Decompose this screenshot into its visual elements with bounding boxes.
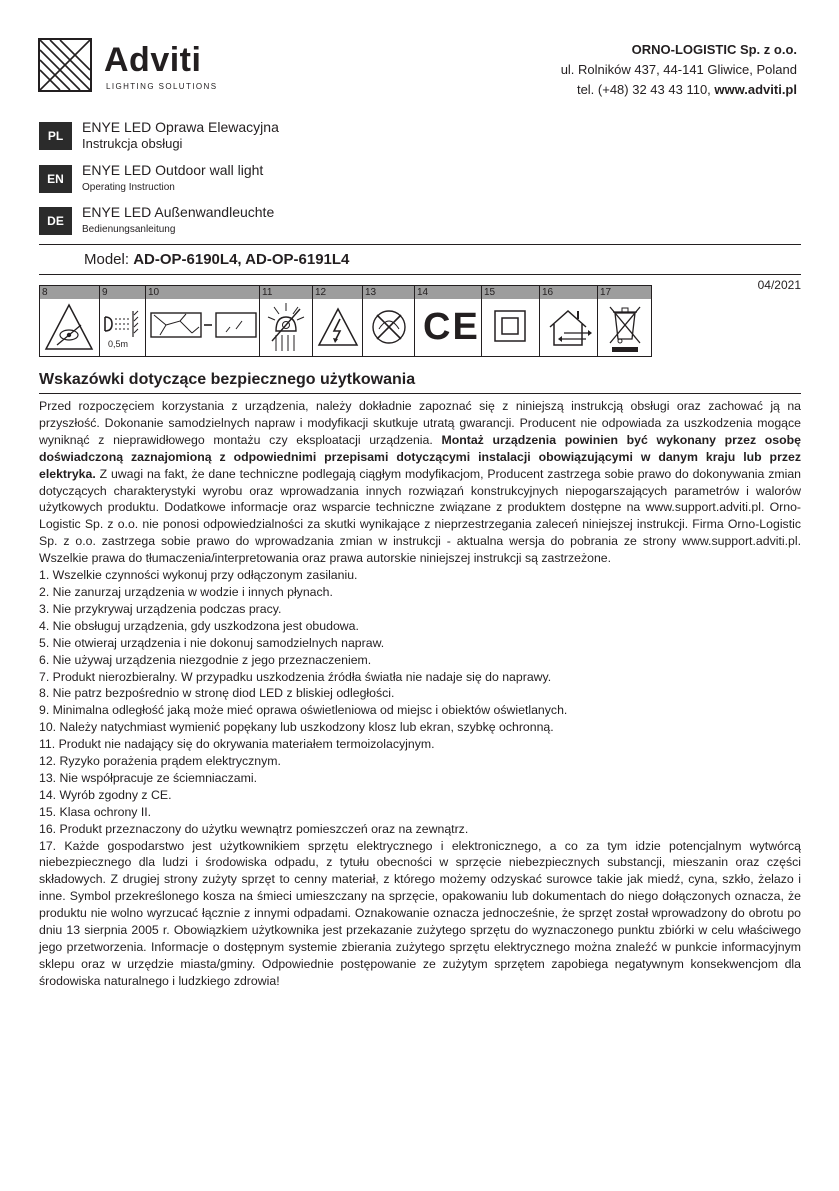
list-item: 12. Ryzyko porażenia prądem elektrycznym.: [39, 754, 281, 769]
pictogram-8: [40, 286, 99, 356]
pictogram-number: 13: [365, 287, 377, 298]
list-item: 1. Wszelkie czynności wykonuj przy odłączonym zasilaniu.: [39, 568, 358, 583]
pictogram-number: 14: [417, 287, 429, 298]
divider: [39, 244, 801, 245]
pictogram-strip: [39, 285, 652, 357]
pictogram-9: [99, 286, 145, 356]
pictogram-number: 10: [148, 287, 160, 298]
pictogram-14: [414, 286, 481, 356]
brand-logo: [38, 38, 228, 96]
lang-title-pl: ENYE LED Oprawa Elewacyjna: [82, 119, 279, 135]
adviti-logo-icon: [38, 38, 92, 92]
pictogram-13: [362, 286, 414, 356]
lang-badge-en: EN: [39, 165, 72, 193]
pictogram-number: 17: [600, 287, 612, 298]
list-item: 5. Nie otwieraj urządzenia i nie dokonuj samodzielnych napraw.: [39, 635, 385, 650]
divider: [39, 393, 801, 394]
protection-class-ii-icon: [482, 299, 540, 356]
pictogram-15: [481, 286, 539, 356]
ce-mark-icon: CE: [423, 306, 480, 348]
list-item: 7. Produkt nierozbieralny. W przypadku uszkodzenia źródła światła nie nadaje się do naprawy.: [39, 669, 552, 684]
lang-title-en: ENYE LED Outdoor wall light: [82, 162, 264, 178]
pictogram-number: 15: [484, 287, 496, 298]
do-not-cover-icon: [260, 299, 313, 356]
replace-cracked-cover-icon: [146, 299, 260, 356]
model-value: AD-OP-6190L4, AD-OP-6191L4: [133, 251, 350, 268]
brand-tagline: LIGHTING SOLUTIONS: [106, 82, 218, 91]
document-date: 04/2021: [757, 278, 801, 292]
weee-crossed-bin-icon: [598, 299, 652, 356]
electric-shock-warning-icon: [313, 299, 363, 356]
intro-text: Z uwagi na fakt, że dane techniczne podlegają ciągłym modyfikacjom, Producent zastrzega sobie prawo do dokonywania zmian dotyczących charakterystyki wyrobu oraz wprowadzania innych rozwiązań konstrukcyjnych niepogarszających parametrów i walorów użytkowych produktu. Dodatkowe informacje oraz wsparcie techniczne związane z produktem dostępne na www.support.adviti.pl. Orno-Logistic Sp. z o.o. nie ponosi odpowiedzialności za skutki wynikające z nieprzestrzegania zaleceń niniejszej instrukcji. Firma Orno-Logistic Sp. z o.o. zastrzega sobie prawo do wprowadzania zmian w instrukcji - aktualna wersja do pobrania ze strony www.support.adviti.pl. Wszelkie prawa do tłumaczenia/interpretowania oraz prawa autorskie niniejszej instrukcji są zastrzeżone.: [39, 466, 801, 566]
pictogram-number: 9: [102, 287, 108, 298]
safety-instructions: [39, 398, 801, 990]
no-dimmer-icon: [363, 299, 415, 356]
list-item: 4. Nie obsługuj urządzenia, gdy uszkodzona jest obudowa.: [39, 618, 359, 633]
intro-text: Przed rozpoczęciem korzystania z urządzenia, należy dokładnie zapoznać się z niniejszą instrukcją obsługi oraz zachować ją na przyszłość. Dokonanie samodzielnych napraw i modyfikacji skutkuje utratą gwarancji. Producent nie odpowiada za uszkodzenia mogące wyniknąć z nieprawidłowego montażu czy eksploatacji urządzenia.: [39, 399, 801, 447]
lang-title-de: ENYE LED Außenwandleuchte: [82, 204, 275, 220]
pictogram-number: 16: [542, 287, 554, 298]
list-item: 3. Nie przykrywaj urządzenia podczas pracy.: [39, 601, 282, 616]
pictogram-17: [597, 286, 651, 356]
pictogram-10: [145, 286, 259, 356]
lang-subtitle-pl: Instrukcja obsługi: [82, 136, 183, 151]
list-item: 9. Minimalna odległość jaką może mieć oprawa oświetleniowa od miejsc i obiektów oświetlanych.: [39, 703, 568, 718]
list-item: 6. Nie używaj urządzenia niezgodnie z jego przeznaczeniem.: [39, 652, 372, 667]
list-item: 11. Produkt nie nadający się do okrywania materiałem termoizolacyjnym.: [39, 737, 435, 752]
list-item: 17. Każde gospodarstwo jest użytkownikiem sprzętu elektrycznego i elektronicznego, a co za tym idzie potencjalnym wytwórcą niebezpiecznego dla ludzi i środowiska odpadu, z tytułu obecności w sprzęcie niebezpiecznych substancji, mieszanin oraz części składowych. Z drugiej strony zużyty sprzęt to cenny materiał, z którego możemy odzyskać surowce takie jak miedź, cyna, szkło, żelazo i inne. Symbol przekreślonego kosza na śmieci umieszczany na sprzęcie, opakowaniu lub dokumentach do niego dołączonych oznacza, że produktu nie wolno wyrzucać łącznie z innymi odpadami. Oznakowanie oznacza jednocześnie, że sprzęt został wprowadzony do obrotu po dniu 13 sierpnia 2005 r. Obowiązkiem użytkownika jest przekazanie zużytego sprzętu do wyznaczonego punktu zbiórki w celu właściwego jego przetworzenia. Informacje o dostępnym systemie zbierania zużytego sprzętu elektrycznego można znaleźć w punkcie informacyjnym sklepu oraz w urzędzie miasta/gminy. Odpowiednie postępowanie ze zużytym sprzętem zapobiega negatywnym konsekwencjom dla środowiska naturalnego i ludzkiego zdrowia!: [39, 838, 801, 988]
model-line: [84, 250, 349, 270]
lang-subtitle-en: Operating Instruction: [82, 182, 175, 193]
pictogram-number: 12: [315, 287, 327, 298]
lang-row-de: [39, 203, 329, 239]
brand-name: Adviti: [104, 41, 202, 79]
list-item: 15. Klasa ochrony II.: [39, 804, 152, 819]
model-label: Model:: [84, 251, 134, 268]
intro-paragraph: [39, 398, 801, 567]
list-item: 16. Produkt przeznaczony do użytku wewnątrz pomieszczeń oraz na zewnątrz.: [39, 821, 469, 836]
lang-subtitle-de: Bedienungsanleitung: [82, 224, 176, 235]
list-item: 10. Należy natychmiast wymienić popękany lub uszkodzony klosz lub ekran, szybkę ochronną.: [39, 720, 554, 735]
lang-row-en: [39, 161, 329, 197]
pictogram-12: [312, 286, 362, 356]
no-direct-view-icon: [40, 299, 99, 356]
company-contact: [561, 80, 797, 100]
intro-bold-text: Montaż urządzenia powinien być wykonany przez osobę doświadczoną zaznajomioną z odpowiednimi przepisami dotyczącymi instalacji obowiązującymi w danym kraju lub przez elektryka.: [39, 432, 801, 481]
section-title: Wskazówki dotyczące bezpiecznego użytkowania: [39, 371, 416, 388]
company-name: ORNO-LOGISTIC Sp. z o.o.: [631, 42, 797, 57]
company-website-link[interactable]: www.adviti.pl: [714, 82, 797, 97]
company-address: ul. Rolników 437, 44-141 Gliwice, Poland: [560, 62, 797, 77]
lang-badge-de: DE: [39, 207, 72, 235]
company-phone: tel. (+48) 32 43 43 110,: [576, 82, 715, 97]
list-item: 8. Nie patrz bezpośrednio w stronę diod LED z bliskiej odległości.: [39, 686, 395, 701]
company-info: [561, 40, 797, 100]
pictogram-16: [539, 286, 597, 356]
pictogram-number: 8: [42, 287, 48, 298]
lang-badge-pl: PL: [39, 122, 72, 150]
list-item: 14. Wyrób zgodny z CE.: [39, 787, 172, 802]
list-item: 13. Nie współpracuje ze ściemniaczami.: [39, 770, 258, 785]
pictogram-11: [259, 286, 312, 356]
lang-row-pl: [39, 118, 329, 154]
list-item: 2. Nie zanurzaj urządzenia w wodzie i innych płynach.: [39, 584, 333, 599]
pictogram-number: 11: [262, 287, 273, 298]
minimum-distance-caption: 0,5m: [108, 339, 129, 349]
divider: [39, 274, 801, 275]
indoor-outdoor-use-icon: [540, 299, 598, 356]
